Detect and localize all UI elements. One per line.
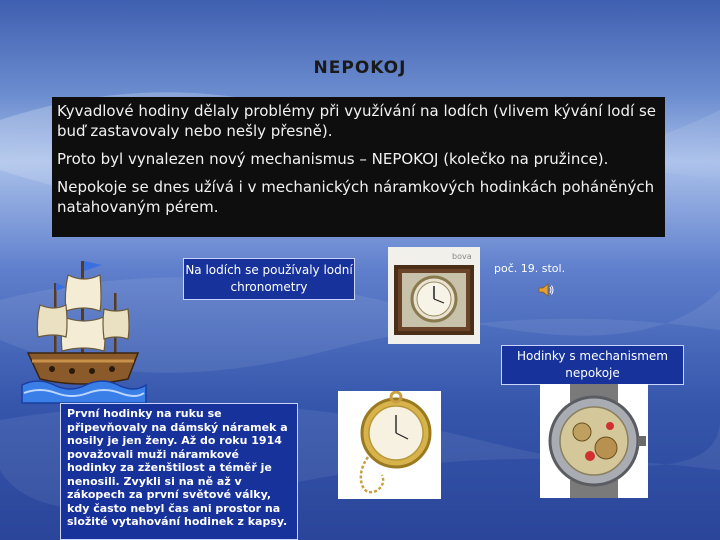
sailing-ship-icon <box>18 253 148 405</box>
wrist-watch-photo <box>540 384 648 498</box>
main-text-box <box>52 97 665 237</box>
watch-mechanism-label: Hodinky s mechanismem nepokoje <box>501 345 684 385</box>
century-label: poč. 19. stol. <box>494 262 566 275</box>
paragraph-wristwatch: Nepokoje se dnes užívá i v mechanických náramkových hodinkách poháněných natahovaným pérem. <box>57 178 655 216</box>
slide-title: NEPOKOJ <box>313 58 407 78</box>
chronometer-photo <box>388 247 480 344</box>
pocket-watch-photo <box>338 391 441 499</box>
speaker-icon[interactable] <box>537 281 555 299</box>
paragraph-invention: Proto byl vynalezen nový mechanismus – NEPOKOJ (kolečko na pružince). <box>57 150 609 168</box>
photo-caption-text: bova <box>452 252 472 261</box>
paragraph-pendulum: Kyvadlové hodiny dělaly problémy při využívání na lodích (vlivem kývání lodí se buď zastavovaly nebo nešly přesně). <box>57 102 656 140</box>
ship-chronometer-label: Na lodích se používaly lodní chronometry <box>183 258 355 300</box>
first-wristwatches-text: První hodinky na ruku se připevňovaly na dámský náramek a nosily je jen ženy. Až do roku 1914 považovali muži náramkové hodinky za zženštilost a téměř je nenosili. Zvykli si na ně až v zákopech za první světové války, kdy často nebyl čas ani prostor na složité vytahování hodinek z kapsy. <box>60 403 298 540</box>
